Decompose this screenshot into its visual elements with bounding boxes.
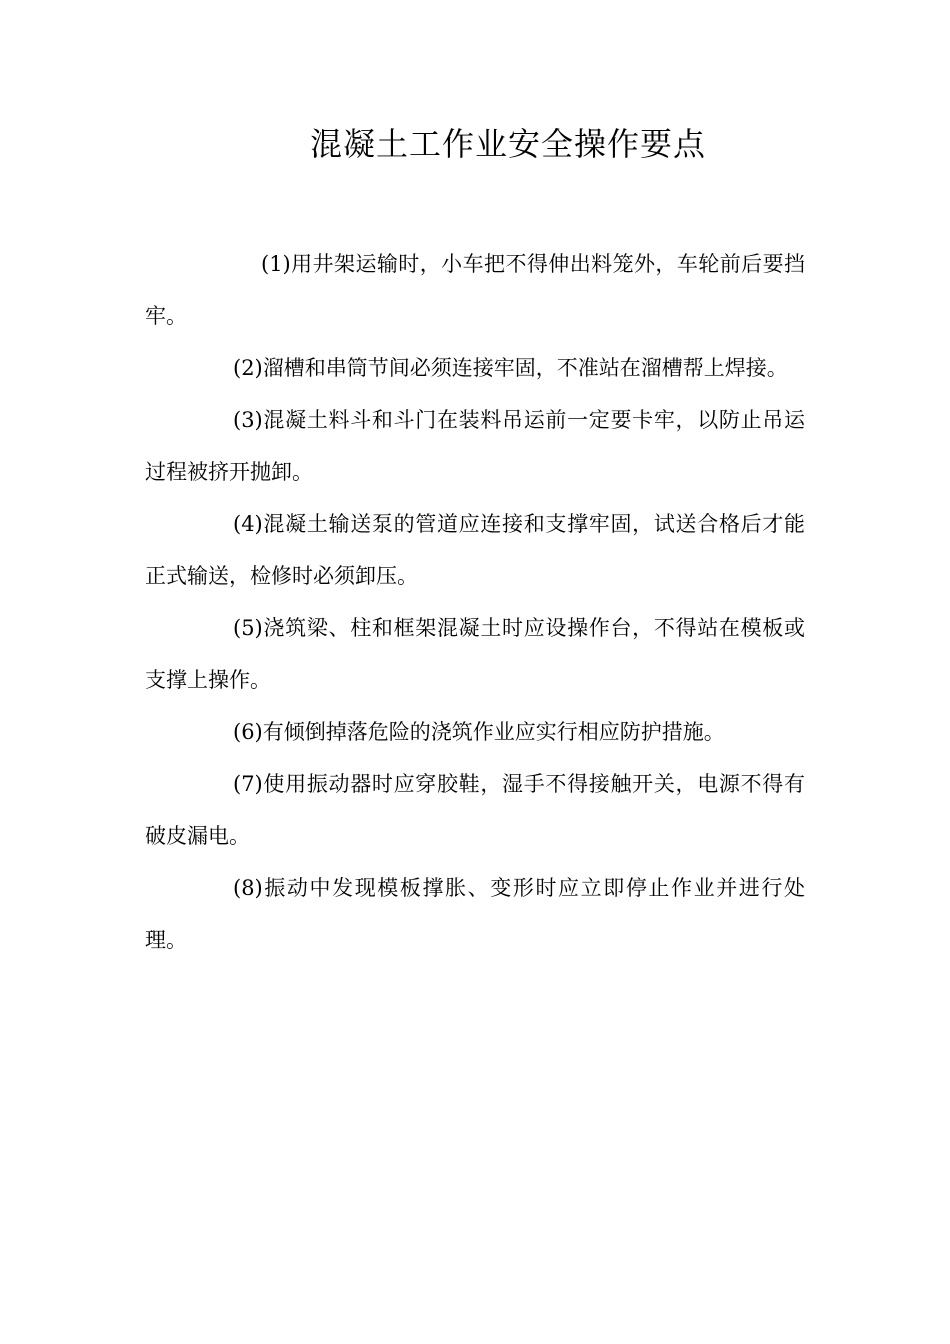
paragraph-2: (2)溜槽和串筒节间必须连接牢固，不准站在溜槽帮上焊接。 <box>233 356 788 380</box>
paragraph-4: (4)混凝土输送泵的管道应连接和支撑牢固，试送合格后才能正式输送，检修时必须卸压。 <box>145 512 805 588</box>
paragraph-5: (5)浇筑梁、柱和框架混凝土时应设操作台，不得站在模板或支撑上操作。 <box>145 616 805 692</box>
paragraph-8: (8)振动中发现模板撑胀、变形时应立即停止作业并进行处理。 <box>145 876 805 952</box>
paragraph-6: (6)有倾倒掉落危险的浇筑作业应实行相应防护措施。 <box>233 720 725 744</box>
paragraph-1: (1)用井架运输时，小车把不得伸出料笼外，车轮前后要挡牢。 <box>145 252 805 328</box>
paragraph-3: (3)混凝土料斗和斗门在装料吊运前一定要卡牢，以防止吊运过程被挤开抛卸。 <box>145 408 805 484</box>
document-body <box>145 238 805 966</box>
paragraph-7: (7)使用振动器时应穿胶鞋，湿手不得接触开关，电源不得有破皮漏电。 <box>145 772 805 848</box>
document-title: 混凝土工作业安全操作要点 <box>309 125 706 163</box>
